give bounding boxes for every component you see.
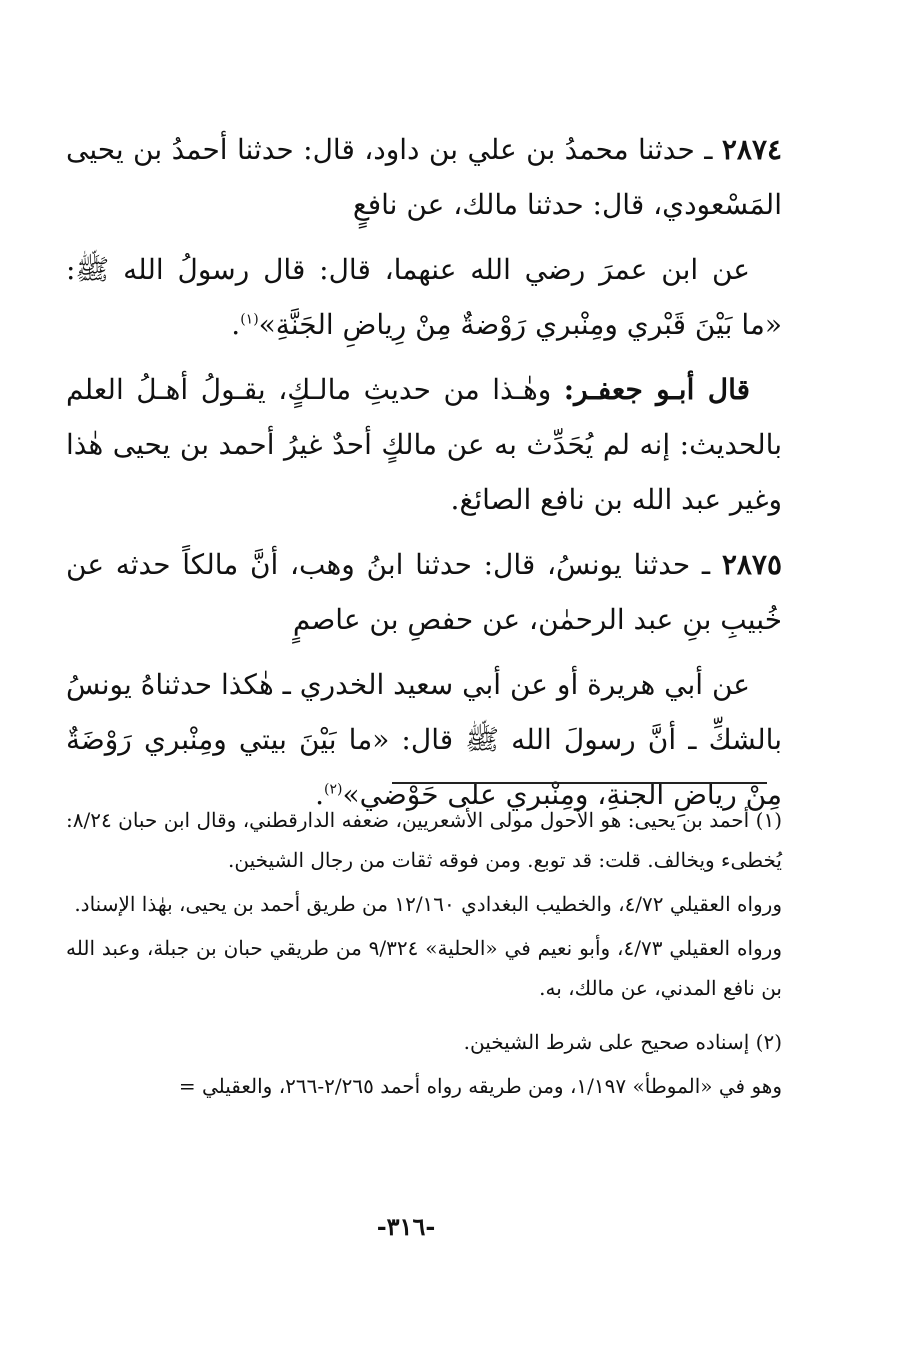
hadith-2874-matn: عن ابن عمرَ رضي الله عنهما، قال: قال رسولُ الله ﷺ: «ما بَيْنَ قَبْري ومِنْبري رَوْضةٌ مِنْ رِياضِ الجَنَّةِ»$^{(١)}$. bbox=[66, 253, 782, 341]
footnote-2-continued: وهو في «الموطأ» ١/١٩٧، ومن طريقه رواه أحمد ٢/٢٦٥-٢٦٦، والعقيلي = bbox=[178, 1074, 782, 1098]
author-comment bbox=[66, 362, 782, 527]
hadith-2875-isnad bbox=[66, 537, 782, 647]
hadith-2874-isnad bbox=[66, 122, 782, 232]
footnote-1-continued: ورواه العقيلي ٤/٧٢، والخطيب البغدادي ١٢/١٦٠ من طريق أحمد بن يحيى، بهٰذا الإسناد. bbox=[74, 892, 782, 916]
matn-text: عن ابن عمرَ رضي الله عنهما، قال: قال رسولُ الله ﷺ: «ما بَيْنَ قَبْري ومِنْبري رَوْضةٌ مِنْ رِياضِ الجَنَّةِ» bbox=[66, 253, 782, 341]
footnote-1: (١) أحمد بن يحيى: هو الأحول مولى الأشعريين، ضعفه الدارقطني، وقال ابن حبان ٨/٢٤: يُخطىء ويخالف. قلت: قد توبع. ومن فوقه ثقات من رجال الشيخين. bbox=[66, 808, 782, 872]
hadith-2875-matn: عن أبي هريرة أو عن أبي سعيد الخدري ـ هٰكذا حدثناهُ يونسُ بالشكِّ ـ أنَّ رسولَ الله ﷺ قال: «ما بَيْنَ بيتي ومِنْبري رَوْضَةٌ مِنْ رياضِ الجنةِ، ومِنْبري على حَوْضي»$^{(٢)}$. bbox=[66, 668, 782, 811]
footnote-1-continued: ورواه العقيلي ٤/٧٣، وأبو نعيم في «الحلية» ٩/٣٢٤ من طريقي حبان بن جبلة، وعبد الله بن نافع المدني، عن مالك، به. bbox=[66, 936, 783, 1000]
hadith-number: ٢٨٧٤ bbox=[721, 133, 783, 166]
matn-text: عن أبي هريرة أو عن أبي سعيد الخدري ـ هٰكذا حدثناهُ يونسُ بالشكِّ ـ أنَّ رسولَ الله ﷺ قال: «ما بَيْنَ بيتي ومِنْبري رَوْضَةٌ مِنْ رياضِ الجنةِ، ومِنْبري على حَوْضي» bbox=[66, 668, 782, 811]
footnotes bbox=[66, 800, 782, 1110]
isnad-text: ـ حدثنا يونسُ، قال: حدثنا ابنُ وهب، أنَّ مالكاً حدثه عن خُبيبِ بنِ عبد الرحمٰن، عن حفصِ بن عاصمٍ bbox=[66, 548, 782, 636]
footnote-ref: (٢) bbox=[324, 781, 343, 798]
page-number: -٣١٦- bbox=[376, 1212, 436, 1241]
footnote-divider bbox=[392, 782, 767, 784]
footnote-ref: (١) bbox=[240, 311, 259, 328]
footnote-2: (٢) إسناده صحيح على شرط الشيخين. bbox=[463, 1030, 782, 1054]
hadith-number: ٢٨٧٥ bbox=[721, 548, 782, 581]
comment-lead: قال أبـو جعفـر: bbox=[563, 373, 750, 406]
isnad-text: ـ حدثنا محمدُ بن علي بن داود، قال: حدثنا أحمدُ بن يحيى المَسْعودي، قال: حدثنا مالك، عن نافعٍ bbox=[66, 133, 782, 221]
comment-text: وهٰـذا من حديثِ مالـكٍ، يقـولُ أهـلُ العلم بالحديث: إنه لم يُحَدِّث به عن مالكٍ أحدٌ غيرُ أحمد بن يحيى هٰذا وغير عبد الله بن نافع الصائغ. bbox=[66, 373, 782, 516]
main-text bbox=[66, 122, 782, 832]
